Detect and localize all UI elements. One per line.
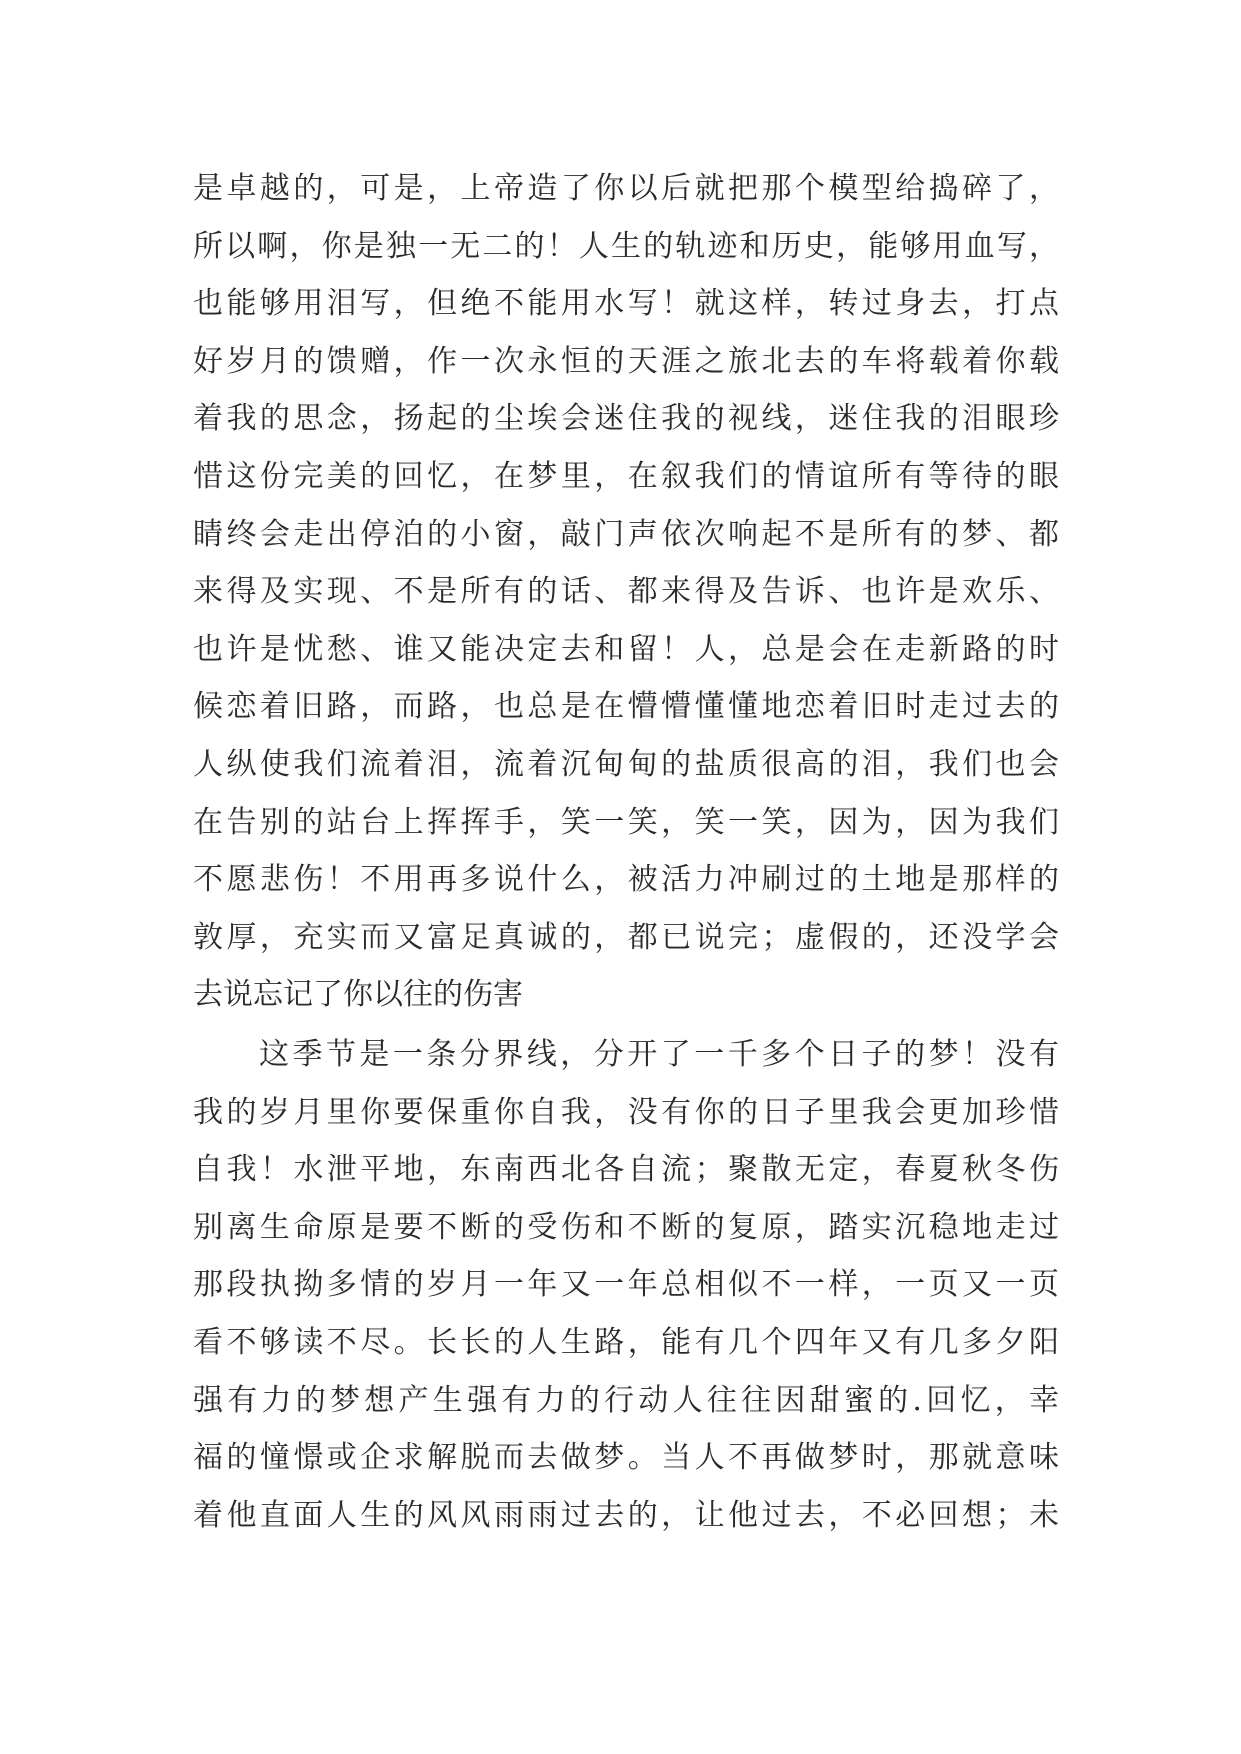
text-line: 着我的思念，扬起的尘埃会迷住我的视线，迷住我的泪眼珍	[193, 401, 1059, 437]
text-line: 在告别的站台上挥挥手，笑一笑，笑一笑，因为，因为我们	[193, 804, 1059, 840]
text-line: 好岁月的馈赠，作一次永恒的天涯之旅北去的车将载着你载	[193, 343, 1059, 379]
text-line: 自我！水泄平地，东南西北各自流；聚散无定，春夏秋冬伤	[193, 1152, 1059, 1188]
text-line: 惜这份完美的回忆，在梦里，在叙我们的情谊所有等待的眼	[193, 458, 1059, 494]
text-line: 去说忘记了你以往的伤害	[193, 977, 523, 1013]
text-line: 不愿悲伤！不用再多说什么，被活力冲刷过的土地是那样的	[193, 862, 1059, 898]
text-line: 人纵使我们流着泪，流着沉甸甸的盐质很高的泪，我们也会	[193, 746, 1059, 782]
text-line: 敦厚，充实而又富足真诚的，都已说完；虚假的，还没学会	[193, 919, 1059, 955]
text-line: 所以啊，你是独一无二的！人生的轨迹和历史，能够用血写，	[193, 228, 1059, 264]
text-line: 也许是忧愁、谁又能决定去和留！人，总是会在走新路的时	[193, 631, 1059, 667]
text-line: 也能够用泪写，但绝不能用水写！就这样，转过身去，打点	[193, 286, 1059, 322]
text-line: 强有力的梦想产生强有力的行动人往往因甜蜜的.回忆，幸	[193, 1382, 1059, 1418]
text-line: 别离生命原是要不断的受伤和不断的复原，踏实沉稳地走过	[193, 1209, 1059, 1245]
text-line: 睛终会走出停泊的小窗，敲门声依次响起不是所有的梦、都	[193, 516, 1059, 552]
text-line: 着他直面人生的风风雨雨过去的，让他过去，不必回想；未	[193, 1497, 1059, 1533]
text-line: 福的憧憬或企求解脱而去做梦。当人不再做梦时，那就意味	[193, 1440, 1059, 1476]
text-line: 来得及实现、不是所有的话、都来得及告诉、也许是欢乐、	[193, 574, 1059, 610]
paragraph-2	[193, 1026, 1059, 1544]
text-line: 这季节是一条分界线，分开了一千多个日子的梦！没有	[259, 1037, 1059, 1072]
paragraph-1	[193, 160, 1059, 1024]
text-line: 那段执拗多情的岁月一年又一年总相似不一样，一页又一页	[193, 1267, 1059, 1303]
text-line: 候恋着旧路，而路，也总是在懵懵懂懂地恋着旧时走过去的	[193, 689, 1059, 725]
text-line: 看不够读不尽。长长的人生路，能有几个四年又有几多夕阳	[193, 1324, 1059, 1360]
text-line: 是卓越的，可是，上帝造了你以后就把那个模型给捣碎了，	[193, 171, 1059, 206]
text-line: 我的岁月里你要保重你自我，没有你的日子里我会更加珍惜	[193, 1094, 1059, 1130]
